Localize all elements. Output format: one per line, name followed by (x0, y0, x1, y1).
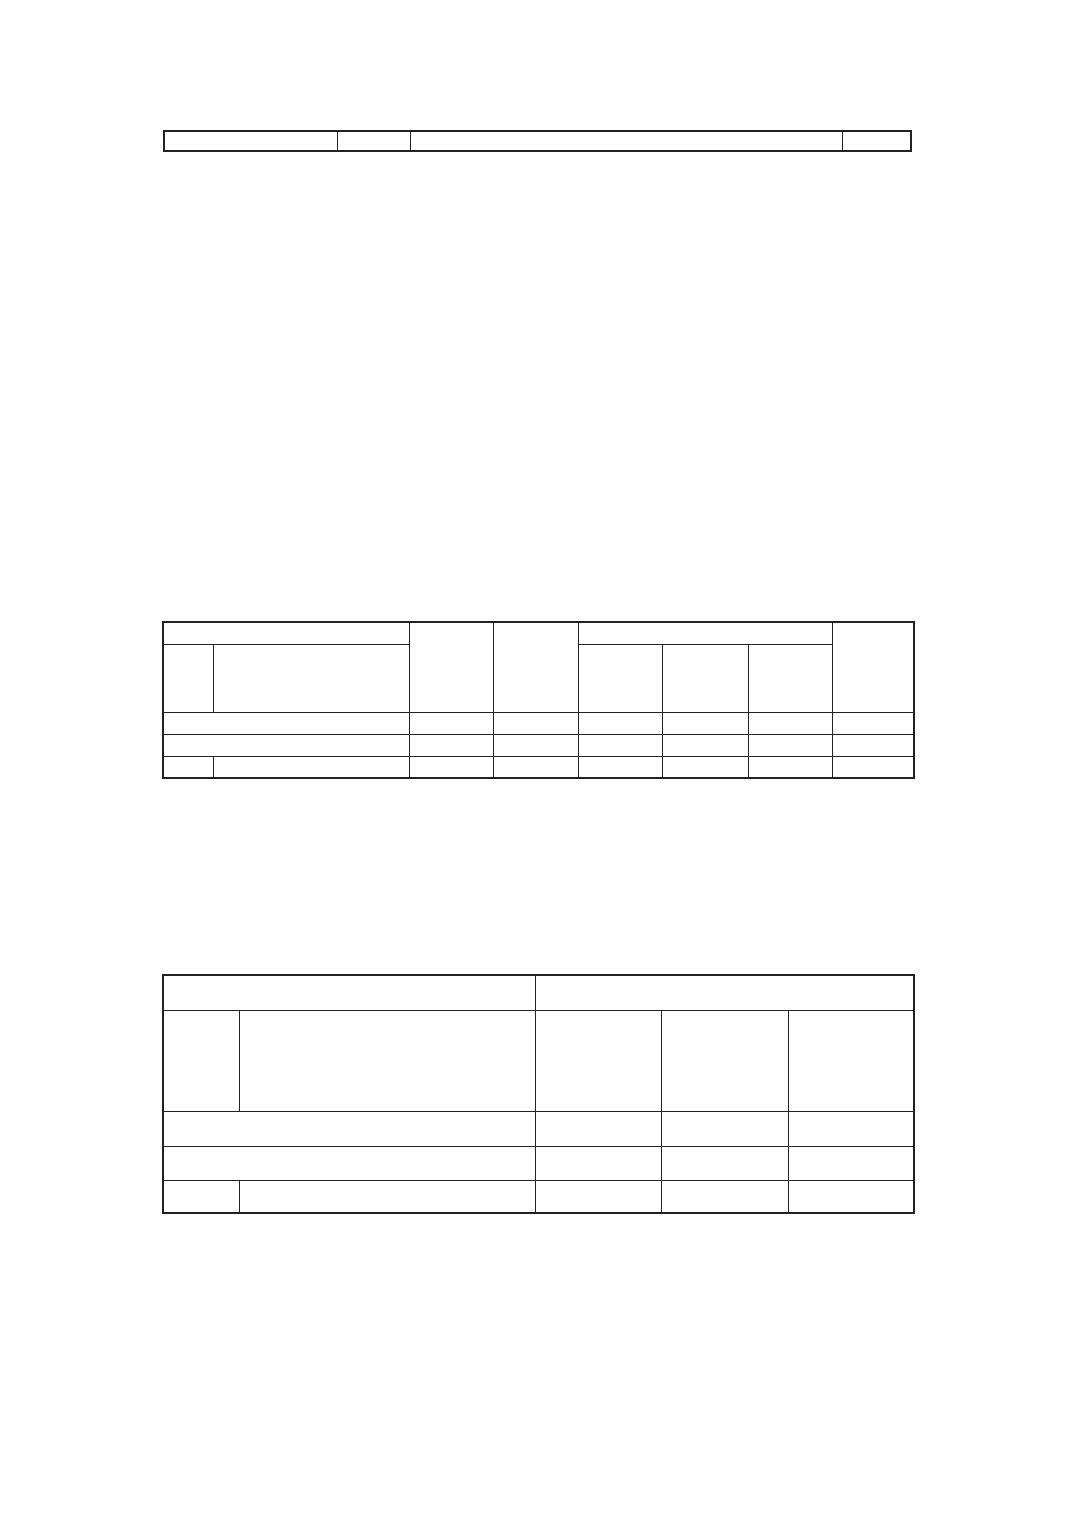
t8-column-index-row (163, 1111, 914, 1146)
t7-header-name (213, 644, 409, 712)
t8-empty-row (163, 1180, 914, 1213)
t7-header-basic (662, 644, 748, 712)
t8-total-label (163, 1146, 535, 1180)
t7-header-code (163, 644, 213, 712)
t7-header-subtotal (578, 644, 662, 712)
t7-header-item (163, 622, 409, 644)
t7-empty-row (163, 756, 914, 778)
state-capital-table (162, 974, 915, 1214)
t8-header-item (163, 975, 535, 1010)
t8-col-1 (535, 1111, 661, 1146)
public-total-value (842, 131, 911, 151)
t8-header-total (535, 1010, 661, 1111)
basic-expense-detail-table (163, 130, 912, 152)
t7-header-end-balance (832, 622, 914, 712)
t8-header-expense (535, 975, 914, 1010)
t7-header-expense (578, 622, 832, 644)
t7-header-begin-balance (409, 622, 493, 712)
t8-total-row (163, 1146, 914, 1180)
t8-col-3 (788, 1111, 914, 1146)
totals-row (164, 131, 911, 151)
gov-fund-table (162, 621, 915, 779)
t7-col-6 (832, 712, 914, 734)
t7-col-4 (662, 712, 748, 734)
public-total-label (411, 131, 843, 151)
t7-total-label (163, 734, 409, 756)
t8-header-project (788, 1010, 914, 1111)
t7-total-row (163, 734, 914, 756)
t8-header-basic (661, 1010, 788, 1111)
t7-header-project (748, 644, 832, 712)
t8-header-code (163, 1010, 239, 1111)
t7-col-3 (578, 712, 662, 734)
t7-col-2 (493, 712, 578, 734)
t8-column-row-label (163, 1111, 535, 1146)
t7-column-row-label (163, 712, 409, 734)
t8-header-name (239, 1010, 535, 1111)
t7-col-1 (409, 712, 493, 734)
t7-header-income (493, 622, 578, 712)
t8-col-2 (661, 1111, 788, 1146)
personnel-total-value (338, 131, 411, 151)
t7-column-index-row (163, 712, 914, 734)
personnel-total-label (164, 131, 338, 151)
t7-col-5 (748, 712, 832, 734)
